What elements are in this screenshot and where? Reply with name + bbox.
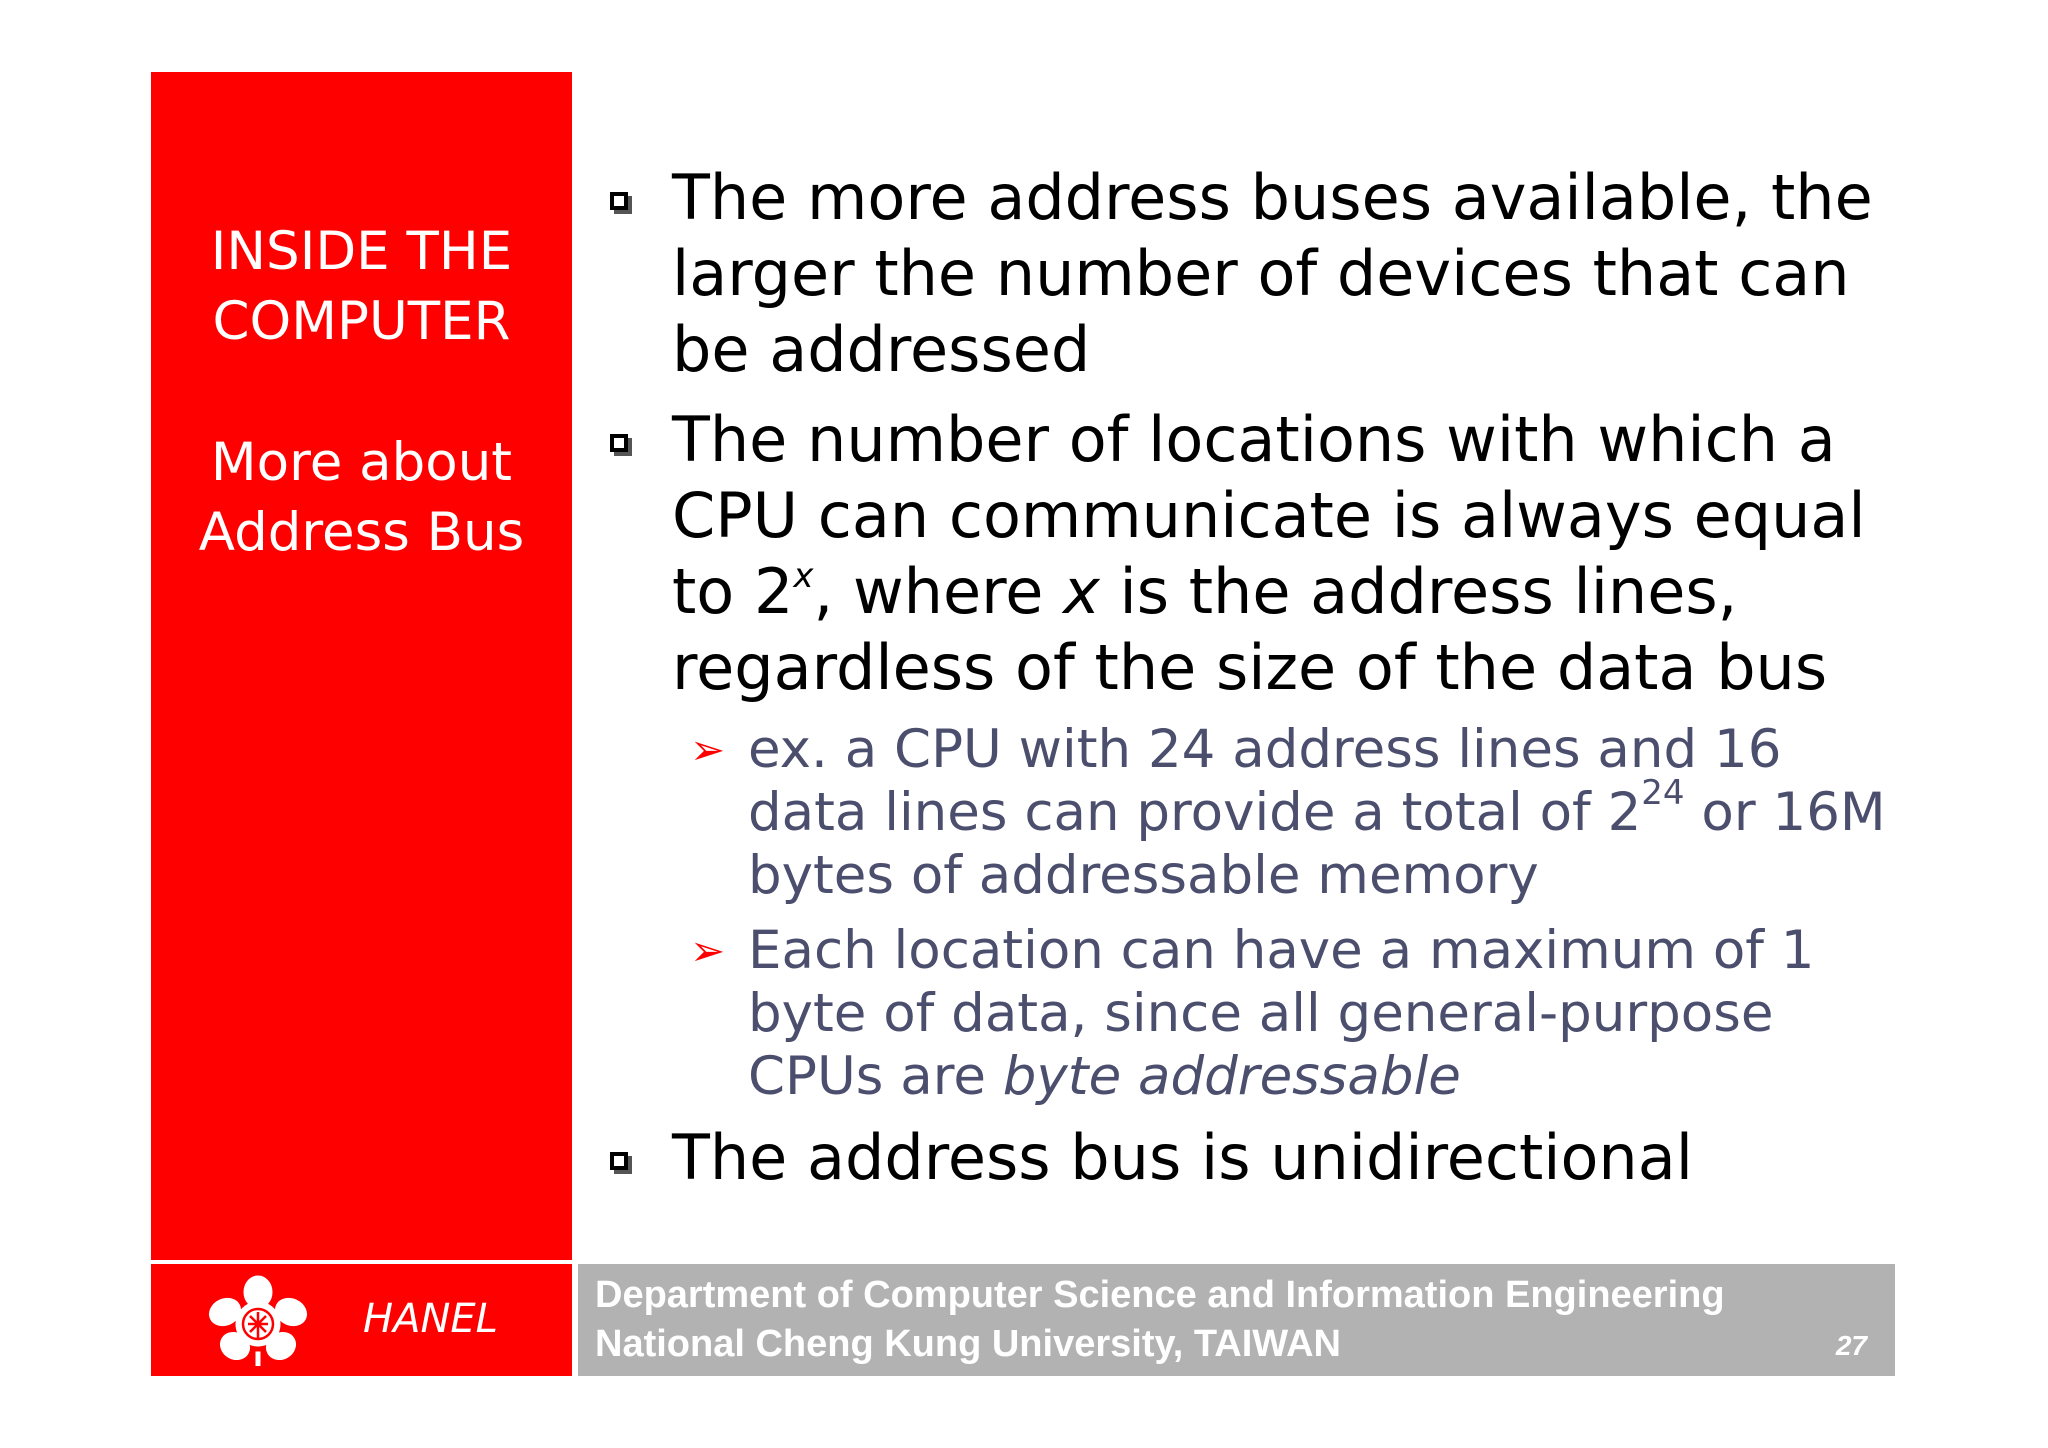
exponent: 24 [1641, 773, 1685, 813]
bullet-text-line: The address bus is unidirectional [672, 1121, 1693, 1194]
bullet-item [600, 402, 1900, 706]
section-title-line: INSIDE THE [210, 221, 513, 282]
sub-bullet-text-line: Each location can have a maximum of 1 [748, 920, 1815, 981]
arrow-bullet-icon: ➢ [690, 725, 726, 774]
sub-bullet-text: or 16M [1684, 782, 1886, 843]
bullet-text: , where [813, 555, 1064, 628]
sub-bullet-text-line: ex. a CPU with 24 address lines and 16 [748, 719, 1782, 780]
square-bullet-icon [610, 1152, 628, 1170]
bullet-item [600, 160, 1900, 388]
bullet-item [600, 1120, 1900, 1196]
bullet-text-line: be addressed [672, 313, 1091, 386]
slide-topic-line: More about [210, 432, 513, 493]
sub-bullet-text-line: bytes of addressable memory [748, 845, 1539, 906]
sub-bullet-item [672, 718, 1900, 907]
bullet-text-line: CPU can communicate is always equal [672, 479, 1866, 552]
slide-topic [151, 428, 572, 568]
sub-bullet-text: data lines can provide a total of 2 [748, 782, 1642, 843]
footer-brand [151, 1264, 572, 1376]
university-name: National Cheng Kung University, TAIWAN [595, 1323, 1341, 1365]
footer-institution [578, 1264, 1895, 1376]
arrow-bullet-icon: ➢ [690, 926, 726, 975]
square-bullet-icon [610, 192, 628, 210]
sub-bullet-text-line [748, 773, 1900, 844]
emphasis-text: byte addressable [1002, 1046, 1461, 1107]
author-name: HANEL [363, 1296, 498, 1342]
sub-bullet-text-line [748, 1045, 1900, 1108]
bullet-text: is the address lines, [1099, 555, 1738, 628]
variable: x [1063, 555, 1100, 628]
slide-content [600, 160, 1900, 1208]
university-seal-icon [203, 1274, 313, 1366]
bullet-text-line: larger the number of devices that can [672, 237, 1850, 310]
sub-bullet-text: CPUs are [748, 1046, 1003, 1107]
section-title [151, 217, 572, 357]
department-name: Department of Computer Science and Information Engineering [595, 1274, 1725, 1316]
square-bullet-icon [610, 434, 628, 452]
slide-topic-line: Address Bus [198, 502, 525, 563]
bullet-text-line: regardless of the size of the data bus [672, 631, 1828, 704]
bullet-text: to 2 [672, 555, 794, 628]
sub-bullet-text-line: byte of data, since all general-purpose [748, 983, 1774, 1044]
page-number: 27 [1835, 1330, 1867, 1361]
side-panel [151, 72, 572, 1260]
bullet-text-line [672, 554, 1900, 630]
section-title-line: COMPUTER [212, 291, 511, 352]
bullet-text-line: The number of locations with which a [672, 403, 1836, 476]
exponent: x [793, 556, 814, 596]
sub-bullet-item [672, 919, 1900, 1108]
bullet-text-line: The more address buses available, the [672, 161, 1873, 234]
